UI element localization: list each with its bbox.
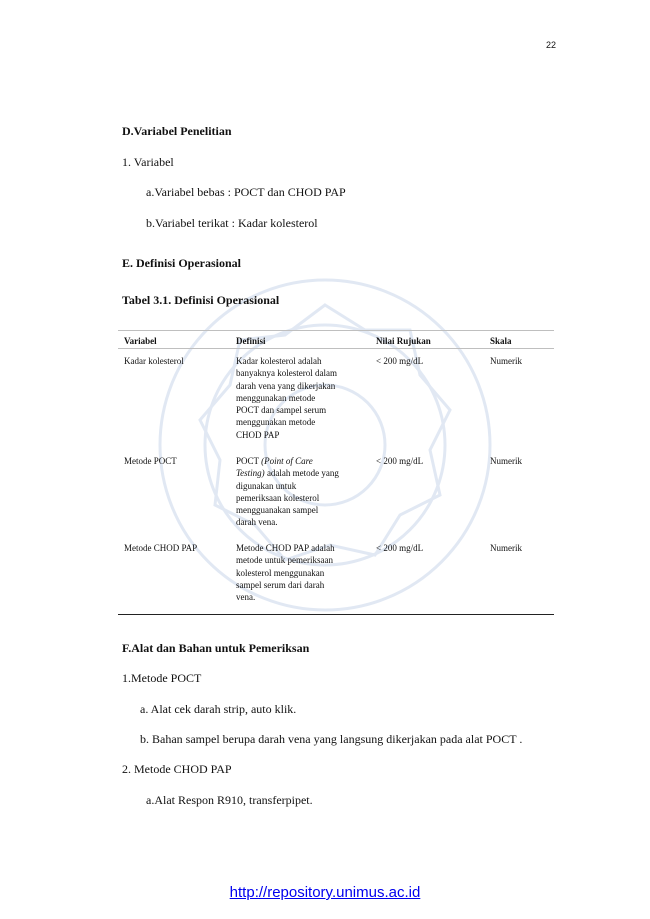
definition-table xyxy=(118,330,554,615)
variabel-item: 1. Variabel xyxy=(122,155,174,169)
section-e-title: E. Definisi Operasional xyxy=(122,256,242,270)
table-header-rule xyxy=(118,348,554,349)
poct-bahan: b. Bahan sampel berupa darah vena yang langsung dikerjakan pada alat POCT . xyxy=(140,732,523,746)
section-d-title: D.Variabel Penelitian xyxy=(122,124,232,138)
row-poct-variabel: Metode POCT xyxy=(124,456,177,466)
row-kadar-definisi: Kadar kolesterol adalah banyaknya kolesterol dalam darah vena yang dikerjakan menggunakan metode POCT dan sampel serum menggunakan metode CHOD PAP xyxy=(236,356,337,440)
table-bottom-rule xyxy=(118,614,554,615)
row-kadar-nilai: < 200 mg/dL xyxy=(376,356,424,366)
header-variabel: Variabel xyxy=(124,336,157,346)
section-f-title: F.Alat dan Bahan untuk Pemeriksan xyxy=(122,641,310,655)
poct-alat: a. Alat cek darah strip, auto klik. xyxy=(140,702,297,716)
row-chod-nilai: < 200 mg/dL xyxy=(376,543,424,553)
row-poct-skala: Numerik xyxy=(490,456,522,466)
header-nilai-rujukan: Nilai Rujukan xyxy=(376,336,431,346)
repository-link[interactable]: http://repository.unimus.ac.id xyxy=(229,884,421,901)
row-poct-nilai: < 200 mg/dL xyxy=(376,456,424,466)
chod-alat: a.Alat Respon R910, transferpipet. xyxy=(146,793,313,807)
table-top-rule xyxy=(118,330,554,331)
row-chod-variabel: Metode CHOD PAP xyxy=(124,543,198,553)
row-poct-definisi: POCT (Point of Care Testing) adalah metode yang digunakan untuk pemeriksaan kolesterol mengguanakan sampel darah vena. xyxy=(236,456,339,528)
metode-chod-heading: 2. Metode CHOD PAP xyxy=(122,762,232,776)
metode-poct-heading: 1.Metode POCT xyxy=(122,671,202,685)
row-chod-definisi: Metode CHOD PAP adalah metode untuk pemeriksaan kolesterol menggunakan sampel serum dari darah vena. xyxy=(236,543,335,603)
row-kadar-variabel: Kadar kolesterol xyxy=(124,356,184,366)
page-number: 22 xyxy=(545,40,556,50)
variabel-terikat: b.Variabel terikat : Kadar kolesterol xyxy=(146,216,318,230)
row-kadar-skala: Numerik xyxy=(490,356,522,366)
header-skala: Skala xyxy=(490,336,512,346)
table-title: Tabel 3.1. Definisi Operasional xyxy=(122,293,280,307)
variabel-bebas: a.Variabel bebas : POCT dan CHOD PAP xyxy=(146,185,346,199)
row-chod-skala: Numerik xyxy=(490,543,522,553)
header-definisi: Definisi xyxy=(236,336,266,346)
